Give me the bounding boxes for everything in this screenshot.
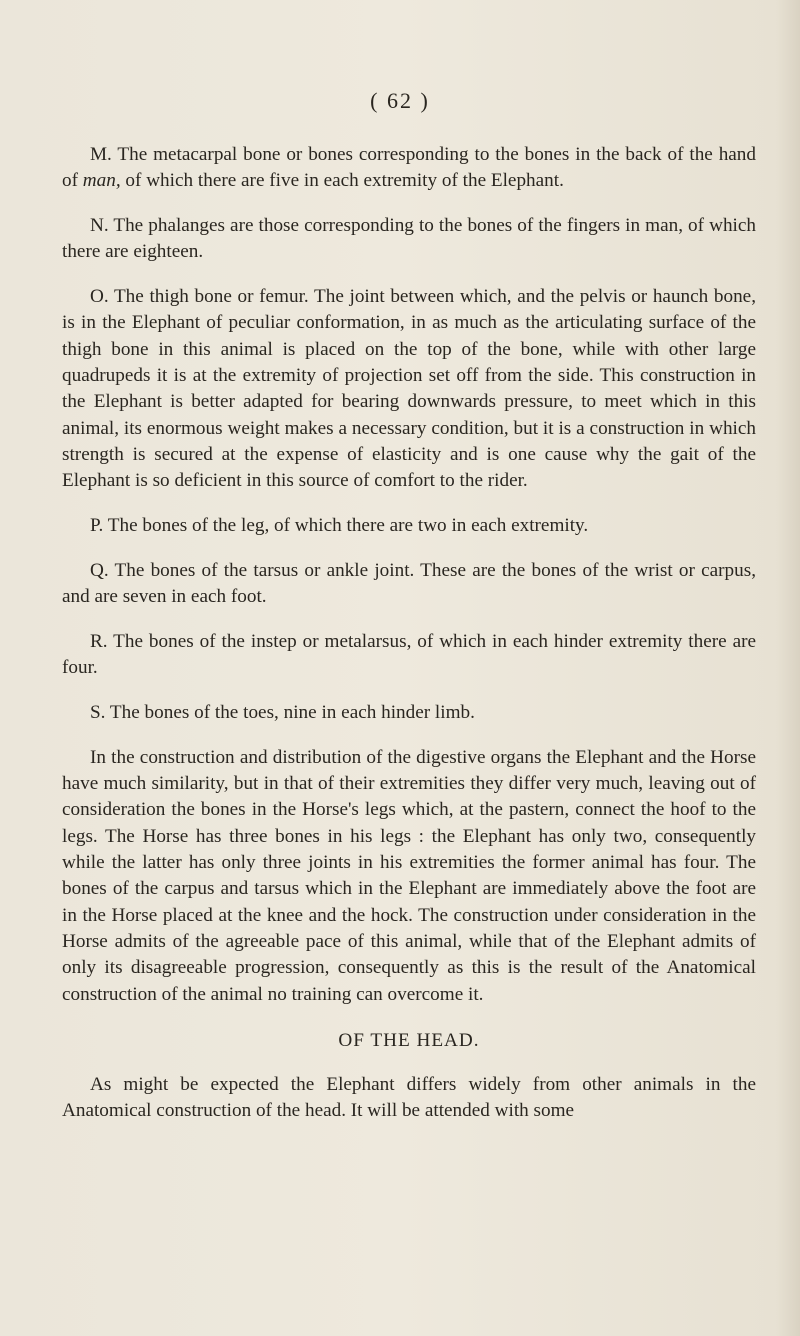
paragraph-digestive: In the construction and distribution of the digestive organs the Elephant and the Horse have much similarity, but in that of their extremities they differ very much, leaving out of consideration the bones in the Horse's legs which, at the pastern, connect the hoof to the legs. The Horse has three bones in his legs : the Elephant has only two, consequently while the latter has only three joints in his extremities the former animal has four. The bones of the carpus and tarsus which in the Elephant are immediately above the foot are in the Horse placed at the knee and the hock. The construction under consideration in the Horse admits of the agreeable pace of this animal, while that of the Elephant admits of only its disagreeable progression, consequently as this is the result of the Anatomical construction of the animal no training can overcome it.: [62, 746, 756, 1005]
section-heading: OF THE HEAD.: [338, 1029, 480, 1051]
paragraph-m-emphasis: man,: [82, 170, 121, 192]
paragraph-m-text-b: of which there are five in each extremity of the Elephant.: [120, 170, 564, 192]
paragraph-s: S. The bones of the toes, nine in each hinder limb.: [90, 702, 475, 724]
paragraph-r: R. The bones of the instep or metalarsus, of which in each hinder extremity there are four.: [62, 630, 756, 679]
page-number: ( 62 ): [370, 88, 430, 113]
paragraph-n: N. The phalanges are those corresponding to the bones of the fingers in man, of which there are eighteen.: [62, 215, 756, 263]
paragraph-m-text-a: M. The metacarpal bone or bones corresponding to the bones in the back of the hand of: [62, 144, 756, 192]
paragraph-m: [62, 142, 756, 195]
paragraph-p: P. The bones of the leg, of which there are two in each extremity.: [90, 515, 589, 537]
paragraph-q: Q. The bones of the tarsus or ankle joint. These are the bones of the wrist or carpus, and are seven in each foot.: [62, 559, 756, 608]
paragraph-o: O. The thigh bone or femur. The joint between which, and the pelvis or haunch bone, is in the Elephant of peculiar conformation, in as much as the articulating surface of the thigh bone in this animal is placed on the top of the bone, while with other large quadrupeds it is at the extremity of projection set off from the side. This construction in the Elephant is better adapted for bearing downwards pressure, to meet which in this animal, its enormous weight makes a necessary condition, but it is a construction in which strength is secured at the expense of elasticity and is one cause why the gait of the Elephant is so deficient in this source of comfort to the rider.: [62, 286, 756, 492]
body-text: [62, 142, 756, 1125]
paragraph-head: As might be expected the Elephant differs widely from other animals in the Anatomical construction of the head. It will be attended with some: [62, 1074, 756, 1122]
